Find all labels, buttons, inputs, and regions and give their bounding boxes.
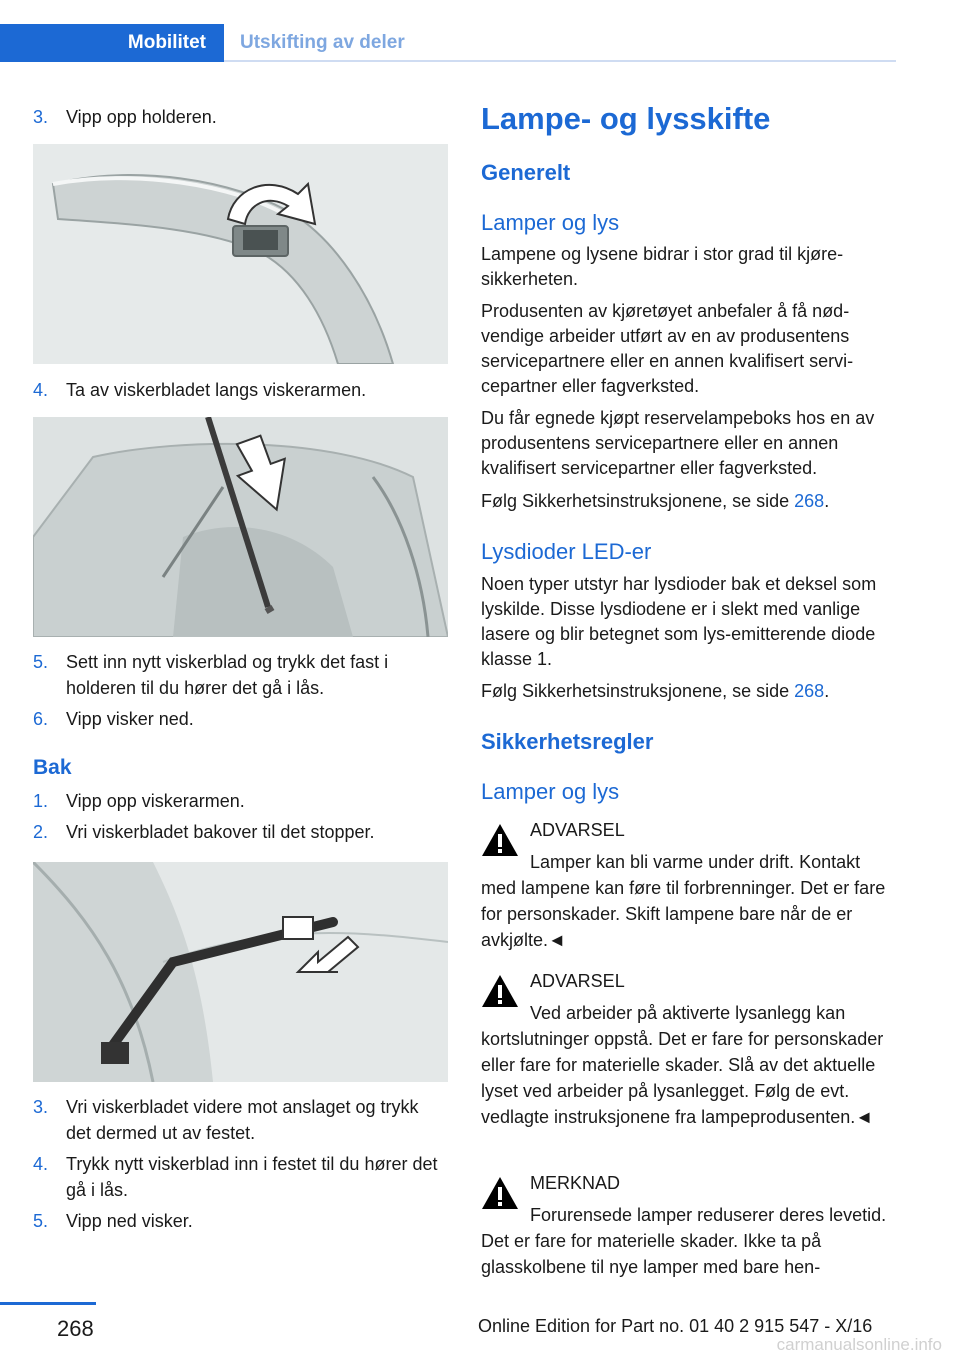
windshield-wiper-illustration	[33, 417, 448, 637]
step-text: Sett inn nytt viskerblad og trykk det fast i holderen til du hører det gå i lås.	[66, 652, 389, 698]
step-number: 5.	[33, 652, 49, 672]
step-number: 6.	[33, 709, 49, 729]
step-item	[33, 1208, 448, 1234]
step-number: 5.	[33, 1211, 49, 1231]
step-text: Vipp opp holderen.	[66, 107, 217, 127]
step-text: Trykk nytt viskerblad inn i festet til du hører det gå i lås.	[66, 1154, 438, 1200]
section-heading-generelt: Generelt	[481, 160, 571, 185]
page-link-268[interactable]: 268	[794, 681, 825, 701]
step-item	[33, 706, 448, 732]
section-heading-sikkerhetsregler: Sikkerhetsregler	[481, 729, 654, 754]
wiper-holder-illustration	[33, 144, 448, 364]
step-text: Vipp ned visker.	[66, 1211, 193, 1231]
rear-wiper-illustration	[33, 862, 448, 1082]
page-link-268[interactable]: 268	[794, 491, 825, 511]
paragraph-cross-reference	[481, 489, 896, 514]
chapter-tabbar	[0, 24, 896, 62]
paragraph: Noen typer utstyr har lysdioder bak et deksel som lyskilde. Disse lysdiodene er i slekt med vanlige lasere og blir betegnet som lys-emitterende diode klasse 1.	[481, 574, 877, 669]
step-item	[33, 1151, 448, 1203]
subheading-lamper-og-lys: Lamper og lys	[481, 210, 620, 235]
step-item	[33, 788, 448, 814]
step-item	[33, 1094, 448, 1146]
step-number: 3.	[33, 107, 49, 127]
reference-text: Følg Sikkerhetsinstruksjonene, se side	[481, 681, 795, 701]
page-title: Lampe- og lysskifte	[481, 101, 771, 136]
tab-underline	[224, 60, 896, 62]
punctuation: .	[824, 681, 830, 701]
footer-rule	[0, 1302, 96, 1305]
paragraph-cross-reference	[481, 679, 896, 704]
tab-utskifting-av-deler[interactable]: Utskifting av deler	[240, 32, 405, 53]
step-text: Vri viskerbladet bakover til det stopper.	[66, 822, 375, 842]
step-text: Vipp visker ned.	[66, 709, 194, 729]
step-number: 1.	[33, 791, 49, 811]
warning-text: Lamper kan bli varme under drift. Kontakt med lampene kan føre til forbrenninger. Det er fare for personskader. Skift lampene bare når de er avkjølte.◄	[481, 852, 886, 950]
paragraph: Lampene og lysene bidrar i stor grad til kjøresikkerheten.	[481, 244, 844, 289]
tab-mobilitet[interactable]: Mobilitet	[0, 24, 224, 62]
subheading-lamper-og-lys: Lamper og lys	[481, 779, 620, 804]
punctuation: .	[824, 491, 830, 511]
subheading-lysdioder: Lysdioder LED-er	[481, 539, 652, 564]
step-item	[33, 104, 448, 130]
paragraph: Du får egnede kjøpt reservelampeboks hos en av produsentens servicepartnere eller en annen kvalifisert servicepartner eller fagverksted.	[481, 408, 875, 478]
warning-label: ADVARSEL	[530, 971, 625, 991]
warning-text: Ved arbeider på aktiverte lysanlegg kan kortslutninger oppstå. Det er fare for personskader eller fare for materielle skader. Slå av det aktuelle lyset ved arbeider på lysanlegget. Følg de evt. vedlagte instruksjonene fra lampeprodusenten.◄	[481, 1003, 884, 1127]
step-number: 2.	[33, 822, 49, 842]
step-number: 4.	[33, 1154, 49, 1174]
page-number: 268	[57, 1316, 94, 1341]
note-label: MERKNAD	[530, 1173, 621, 1193]
step-number: 4.	[33, 380, 49, 400]
edition-line: Online Edition for Part no. 01 40 2 915 547 - X/16	[478, 1316, 873, 1336]
warning-label: ADVARSEL	[530, 820, 625, 840]
step-text: Ta av viskerbladet langs viskerarmen.	[66, 380, 367, 400]
step-item	[33, 819, 448, 845]
step-item	[33, 377, 448, 403]
step-number: 3.	[33, 1097, 49, 1117]
watermark: carmanualsonline.info	[776, 1335, 942, 1354]
step-text: Vri viskerbladet videre mot anslaget og trykk det dermed ut av festet.	[66, 1097, 419, 1143]
note-text: Forurensede lamper reduserer deres levetid. Det er fare for materielle skader. Ikke ta på glasskolbene til nye lamper med bare hen-	[481, 1205, 887, 1277]
reference-text: Følg Sikkerhetsinstruksjonene, se side	[481, 491, 795, 511]
step-item	[33, 649, 448, 701]
step-text: Vipp opp viskerarmen.	[66, 791, 245, 811]
section-heading-bak: Bak	[33, 756, 72, 779]
paragraph: Produsenten av kjøretøyet anbefaler å få nødvendige arbeider utført av en av produsentens servicepartnere eller en annen kvalifisert servicepartner eller fagverksted.	[481, 301, 854, 396]
